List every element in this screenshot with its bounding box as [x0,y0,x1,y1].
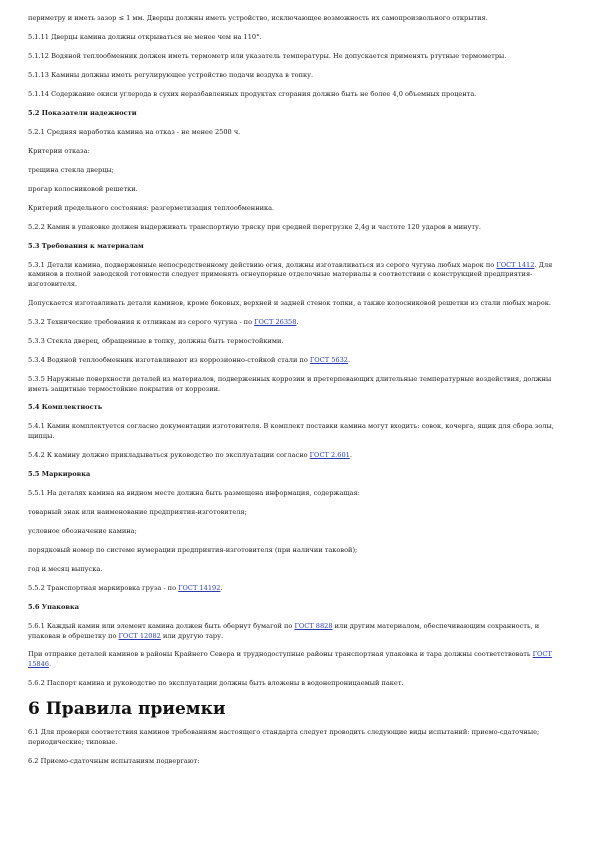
paragraph-text: . [220,583,223,592]
standard-link[interactable]: ГОСТ 5632 [309,355,348,364]
paragraph-text: 5.5.2 Транспортная маркировка груза - по [28,583,179,592]
paragraph: 5.1.13 Камины должны иметь регулирующее устройство подачи воздуха в топку. [28,70,314,79]
subsection-title: 5.3 Требования к материалам [28,241,144,250]
paragraph [28,261,568,290]
paragraph: условное обозначение камина; [28,526,137,535]
paragraph: 5.2.2 Камин в упаковке должен выдерживать транспортную тряску при средней перегрузке 2,4g и частоте 120 ударов в минуту. [28,222,481,231]
paragraph-text: . [349,451,352,460]
paragraph [28,356,568,366]
section-6-body [28,728,568,766]
document-page [28,14,568,776]
paragraph-text: 5.4.2 К камину должно прикладываться руководство по эксплуатации согласно [28,451,310,460]
standard-link[interactable]: ГОСТ 1412 [496,260,535,269]
paragraph-text: При отправке деталей каминов в районы Крайнего Севера и труднодоступные районы транспортная упаковка и тара должны соответствовать [28,650,533,659]
standard-link[interactable]: ГОСТ 12082 [118,631,161,640]
paragraph: периметру и иметь зазор ≤ 1 мм. Дверцы должны иметь устройство, исключающее возможность их самопроизвольного открытия. [28,14,488,22]
paragraph [28,451,568,461]
section-5-body [28,14,568,689]
paragraph [28,622,568,641]
paragraph: 5.3.3 Стекла дверец, обращенные в топку, должны быть термостойкими. [28,336,284,345]
paragraph-text: . [296,317,299,326]
paragraph-text: 5.3.4 Водяной теплообменник изготавливают из коррозионно-стойкой стали по [28,355,310,364]
paragraph: Критерий предельного состояния: разгерметизация теплообменника. [28,203,275,212]
section-heading: 6 Правила приемки [28,699,226,720]
paragraph: Допускается изготавливать детали каминов, кроме боковых, верхней и задней стенок топки, а также колосниковой решетки из стали любых марок. [28,298,551,307]
paragraph-text: 5.3.1 Детали камина, подверженные непосредственному действию огня, должны изготавливаться из серого чугуна любых марок по [28,260,497,269]
paragraph: 5.2.1 Средняя наработка камина на отказ - не менее 2500 ч. [28,127,241,136]
paragraph: 5.4.1 Камин комплектуется согласно документации изготовителя. В комплект поставки камина могут входить: совок, кочерга, ящик для сбора золы, щипцы. [28,422,554,441]
paragraph [28,650,568,669]
subsection-title: 5.4 Комплектность [28,403,103,412]
subsection-title: 5.2 Показатели надежности [28,108,137,117]
paragraph-text: . [348,355,351,364]
paragraph: 5.1.11 Дверцы камина должны открываться не менее чем на 110°. [28,32,262,41]
paragraph-text: . [48,660,52,669]
paragraph: 5.6.2 Паспорт камина и руководство по эксплуатации должны быть вложены в водонепроницаемый пакет. [28,679,404,688]
paragraph: 6.2 Приемо-сдаточным испытаниям подвергают: [28,756,200,765]
standard-link[interactable]: ГОСТ 2.601 [309,451,350,460]
subsection-title: 5.6 Упаковка [28,602,79,611]
paragraph-text: 5.3.2 Технические требования к отливкам из серого чугуна - по [28,317,255,326]
paragraph-text: или другим материалом, обеспечивающим сохранность, и упакован в обрешетку по [28,621,540,640]
paragraph: 5.5.1 На деталях камина на видном месте должна быть размещена информация, содержащая: [28,489,360,498]
paragraph: год и месяц выпуска. [28,564,103,573]
standard-link[interactable]: ГОСТ 8828 [294,621,333,630]
paragraph: прогар колосниковой решетки. [28,184,138,193]
paragraph-text: или другую тару. [160,631,224,640]
paragraph: 6.1 Для проверки соответствия каминов требованиям настоящего стандарта следует проводить следующие виды испытаний: приемо-сдаточные; периодические; типовые. [28,728,540,746]
paragraph: 5.3.5 Наружные поверхности деталей из материалов, подверженных коррозии и претерпевающих длительные температурные воздействия, должны иметь защитные термостойкие покрытия от коррозии. [28,374,552,393]
paragraph [28,318,568,328]
paragraph: Критерии отказа: [28,146,90,155]
paragraph: трещина стекла дверцы; [28,165,114,174]
subsection-title: 5.5 Маркировка [28,470,91,479]
standard-link[interactable]: ГОСТ 15846 [28,650,552,669]
standard-link[interactable]: ГОСТ 26358 [254,317,297,326]
paragraph-text: . Для каминов в полной заводской готовности следует применять огнеупорные отделочные материалы в соответствии с конструкцией предприятия-изготовителя. [28,260,553,288]
paragraph: 5.1.12 Водяной теплообменник должен иметь термометр или указатель температуры. Не допускается применять ртутные термометры. [28,51,507,60]
paragraph: 5.1.14 Содержание окиси углерода в сухих неразбавленных продуктах сгорания должно быть не более 4,0 объемных процента. [28,89,477,98]
paragraph [28,584,568,594]
paragraph: порядковый номер по системе нумерации предприятия-изготовителя (при наличии таковой); [28,545,358,554]
standard-link[interactable]: ГОСТ 14192 [178,583,221,592]
paragraph-text: 5.6.1 Каждый камин или элемент камина должен быть обернут бумагой по [28,621,295,630]
paragraph: товарный знак или наименование предприятия-изготовителя; [28,508,247,516]
